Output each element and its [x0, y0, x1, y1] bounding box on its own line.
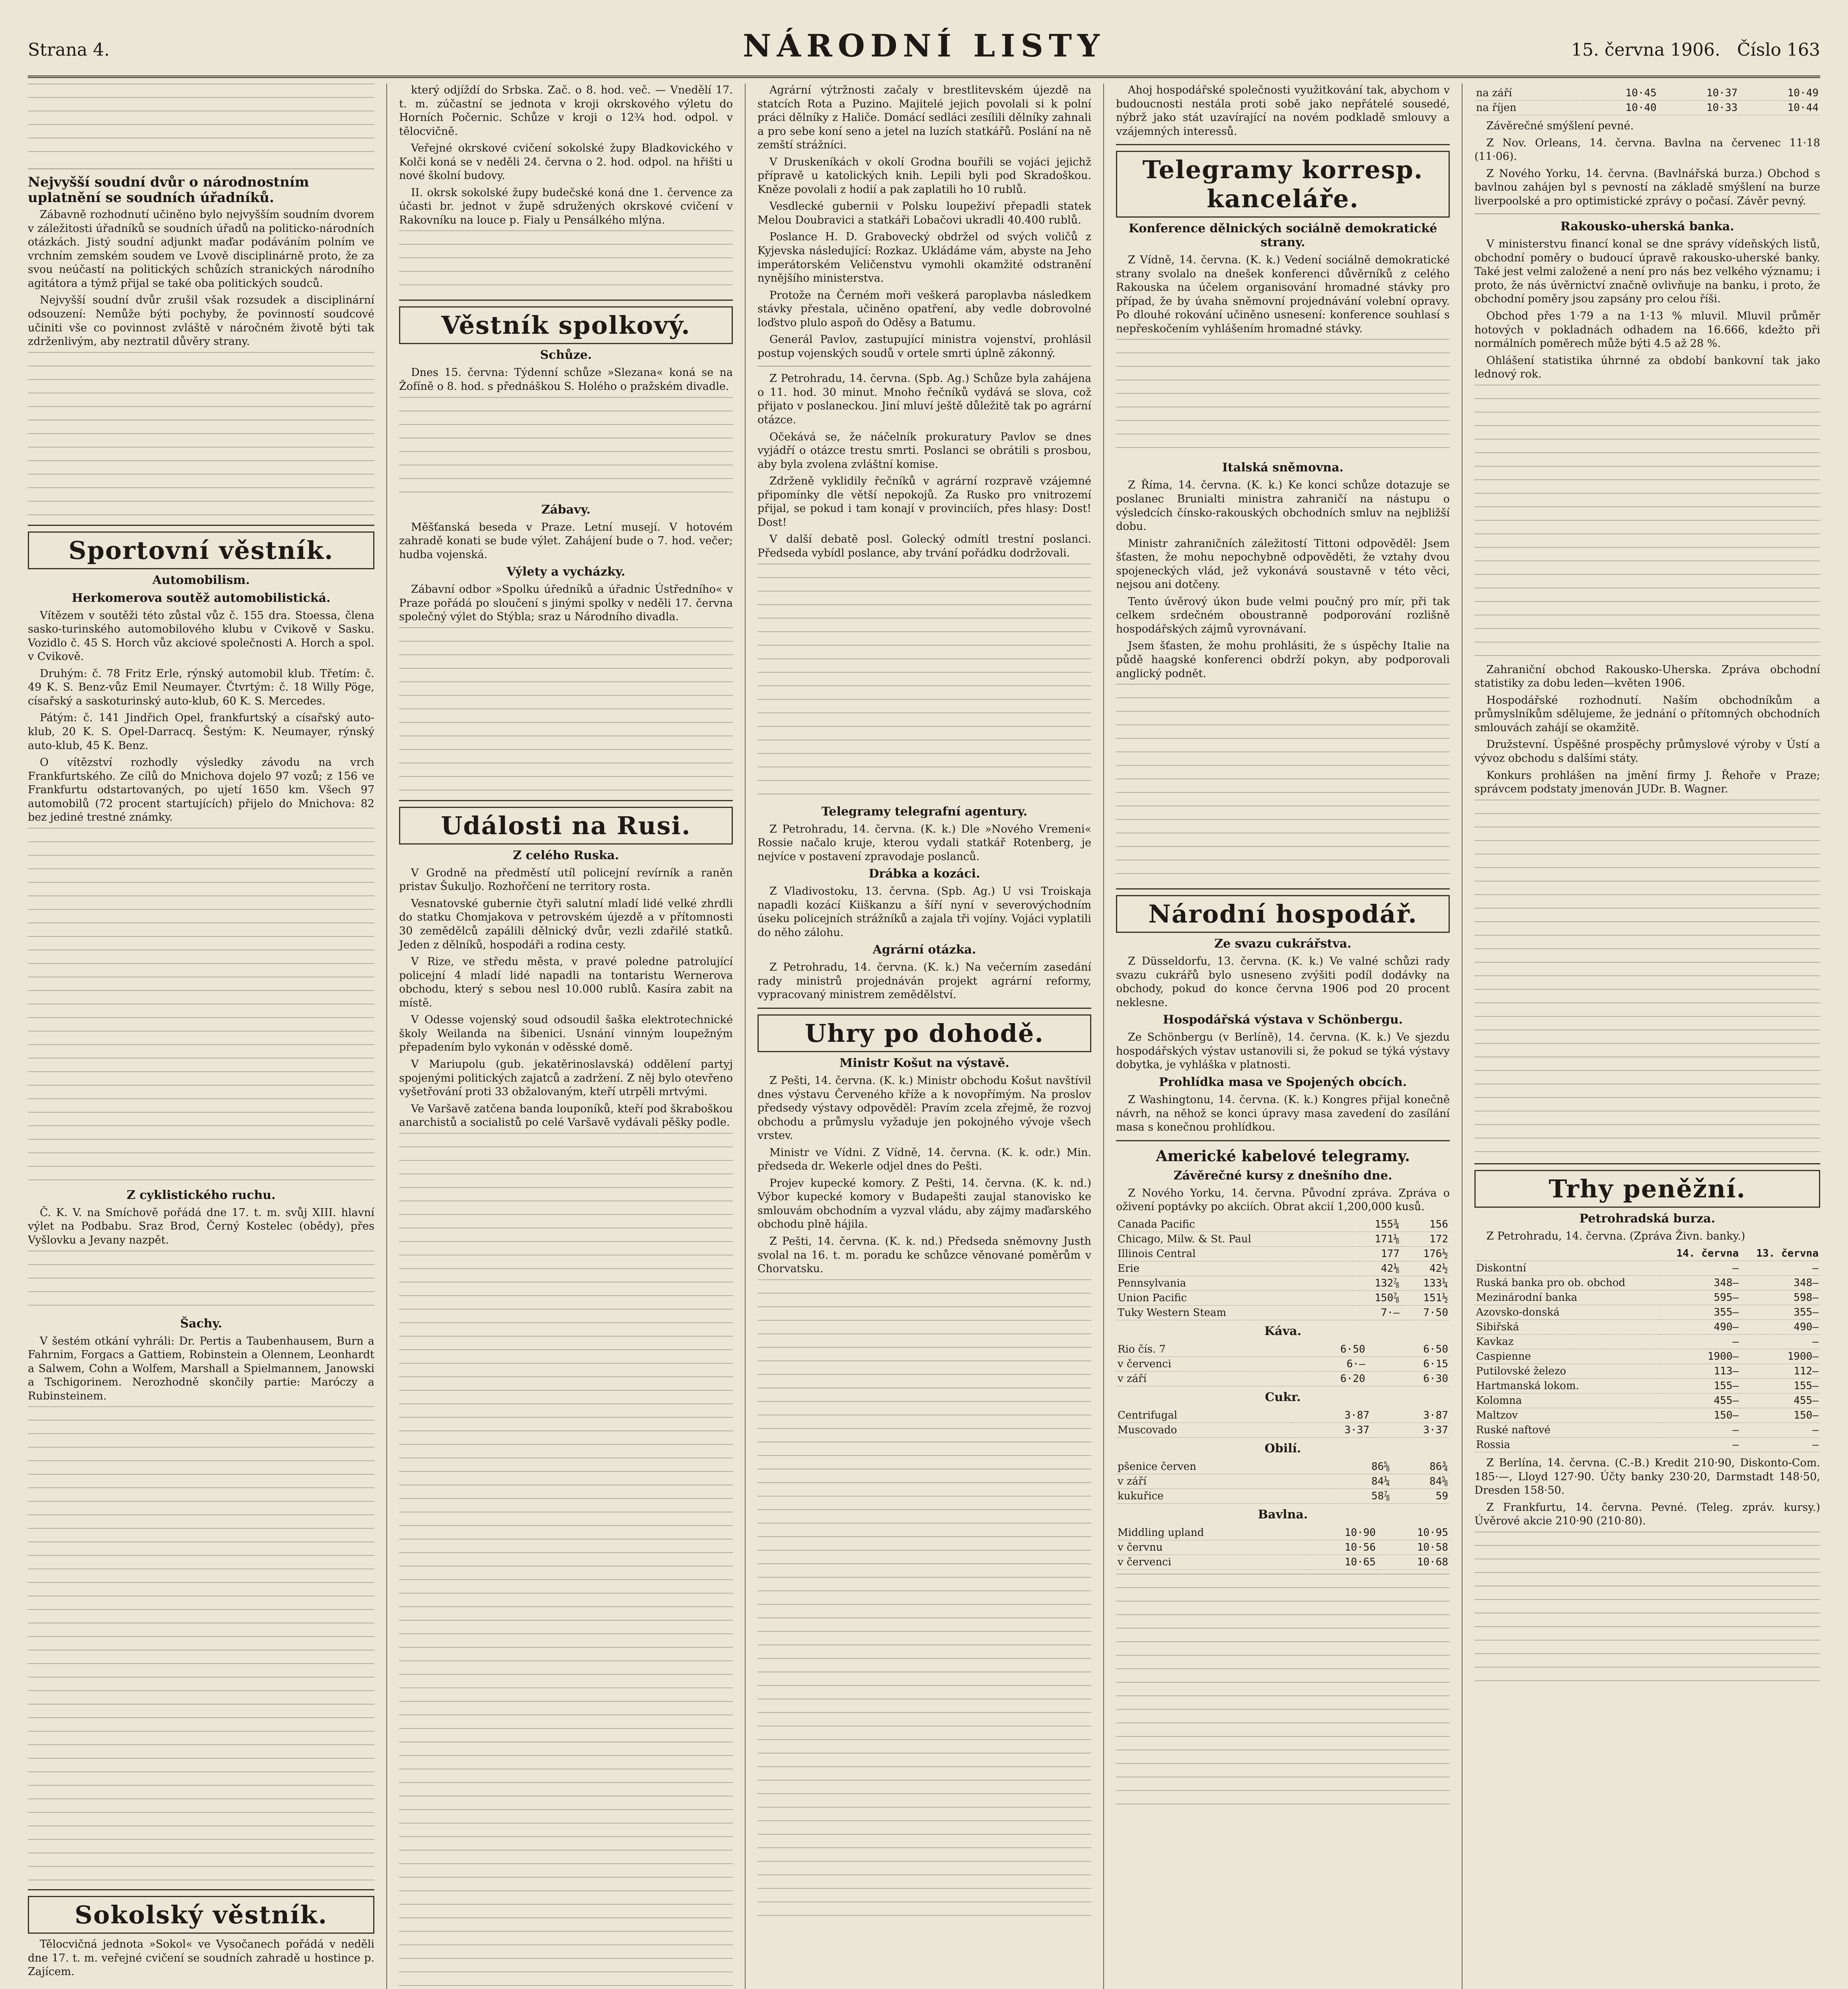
- article-paragraph: Z Pešti, 14. června. (K. k.) Ministr obchodu Košut navštívil dnes výstavu Červeného kříže a k novopřímým. Na proslov předsedy výstavy odpověděl: Pravím zcela zřejmě, že rozvoj obchodu a průmyslu vyžaduje jen pokojného vývoje všech vrstev.: [758, 1074, 1091, 1142]
- article-paragraph: Závěrečné smýšlení pevné.: [1486, 120, 1634, 132]
- table-row: [1474, 1408, 1820, 1423]
- divider: [399, 800, 733, 801]
- row-value: 490—: [1740, 1320, 1820, 1335]
- cotton-futures-table: [1474, 86, 1820, 115]
- article-text: [399, 230, 733, 294]
- article-paragraph: V Mariupolu (gub. jekatěrinoslavská) oddělení partyj spojenými politických zajatců a zadržení. Z něj bylo otevřeno vyšetřování proti 33 obžalovaným, kteří utrpěli mrtvými.: [399, 1058, 733, 1098]
- article-paragraph: Pátým: č. 141 Jindřich Opel, frankfurtský a císařský auto-klub, 20 K. S. Opel-Darracq. Šestým: K. Neumayer, rýnský auto-klub, 45 K. Benz.: [28, 712, 374, 752]
- article-paragraph: Měšťanská beseda v Praze. Letní musejí. V hotovém zahradě konati se bude výlet. Zahájení bude o 7. hod. večer; hudba vojenská.: [399, 521, 733, 561]
- row-label: v červnu: [1116, 1540, 1305, 1555]
- row-value: —: [1661, 1335, 1741, 1349]
- article-paragraph: Ahoj hospodářské společnosti využitkování tak, abychom v budoucnosti nestála proti sobě jako nepřátelé sousedé, nýbrž jako stát uzavírající na novém podkladě smlouvy a vzájemných interessů.: [1116, 84, 1450, 138]
- article-paragraph: Druhým: č. 78 Fritz Erle, rýnský automobil klub. Třetím: č. 49 K. S. Benz-vůz Emil Neumayer. Čtvrtým: č. 18 Willy Pöge, císařský a saskoturinský auto-klub, 60 K. S. Mercedes.: [28, 667, 374, 707]
- row-label: v září: [1116, 1371, 1284, 1386]
- article-text: [1474, 1532, 1820, 1691]
- row-value: 7·—: [1353, 1305, 1401, 1320]
- row-label: pšenice červen: [1116, 1460, 1334, 1474]
- divider: [28, 1889, 374, 1890]
- table-row: [1474, 1320, 1820, 1335]
- row-value: 355—: [1661, 1305, 1741, 1320]
- table-row: [1116, 1356, 1450, 1371]
- article-text: [1116, 1574, 1450, 1812]
- divider: [758, 1008, 1091, 1009]
- article-paragraph: Z Petrohradu, 14. června. (K. k.) Na večerním zasedání rady ministrů projednáván projekt agrární reformy, vypracovaný ministrem zemědělství.: [758, 961, 1091, 1001]
- row-value: 3·87: [1292, 1408, 1371, 1423]
- table-row: [1474, 1364, 1820, 1379]
- row-value: 6·50: [1367, 1342, 1450, 1357]
- article-paragraph: Z Pešti, 14. června. (K. k. nd.) Předseda sněmovny Justh svolal na 16. t. m. poradu ke schůzce věnované poměrům v Chorvatsku.: [758, 1235, 1091, 1275]
- section-title: Věstník spolkový.: [399, 306, 733, 344]
- petersburg-exchange-table: [1474, 1246, 1820, 1452]
- article-paragraph: Dnes 15. června: Týdenní schůze »Slezana« koná se na Žofíně o 8. hod. s přednáškou S. Holého o pražském divadle.: [399, 366, 733, 393]
- table-row: [1116, 1232, 1450, 1246]
- row-label: na září: [1474, 86, 1577, 101]
- row-value: 84¼: [1334, 1474, 1392, 1489]
- divider: [1474, 1163, 1820, 1164]
- article-continuation: [28, 84, 374, 163]
- table-row: [1474, 1261, 1820, 1276]
- column-5: [1462, 84, 1820, 1989]
- row-value: 112—: [1740, 1364, 1820, 1379]
- row-value: 355—: [1740, 1305, 1820, 1320]
- section-subtitle: Agrární otázka.: [872, 943, 976, 957]
- section-subtitle: Drábka a kozáci.: [869, 867, 980, 881]
- row-value: 10·49: [1739, 86, 1820, 101]
- article-paragraph: V Druskeníkách v okolí Grodna bouřili se vojáci jejichž přípravě u katolických knih. Lepili byli pod Skradoškou. Kněze povolali z hodií a pak zaplatili ho 10 rublů.: [758, 156, 1091, 196]
- row-value: 6·20: [1284, 1371, 1367, 1386]
- row-value: 10·65: [1305, 1555, 1377, 1569]
- section-subtitle: Petrohradská burza.: [1579, 1211, 1716, 1226]
- article-paragraph: O vítězství rozhodly výsledky závodu na vrch Frankfurtského. Ze cílů do Mnichova dojelo 97 vozů; z 156 ve Frankfurtu odstartovaných, po ujetí 1650 km. Všech 97 automobilů (72 procent startujících) přijelo do Mnichova: 82 bez jediné trestné známky.: [28, 756, 374, 824]
- divider: [399, 300, 733, 301]
- article-paragraph: Jsem šťasten, že mohu prohlásiti, že s úspěchy Italie na půdě haagské konferenci obdrží pokyn, aby podporovali anglický podnět.: [1116, 640, 1450, 680]
- row-value: 7·50: [1401, 1305, 1450, 1320]
- article-text: [28, 1406, 374, 1884]
- row-value: 86¾: [1392, 1460, 1450, 1474]
- table-row: [1116, 1408, 1450, 1423]
- row-label: Muscovado: [1116, 1423, 1292, 1437]
- newspaper-title: NÁRODNÍ LISTY: [743, 28, 1105, 64]
- row-value: 84⅝: [1392, 1474, 1450, 1489]
- section-title: Trhy peněžní.: [1474, 1170, 1820, 1208]
- row-label: kukuřice: [1116, 1489, 1334, 1503]
- table-row: [1474, 1276, 1820, 1290]
- section-subtitle: Zábavy.: [541, 502, 591, 517]
- section-title: Události na Rusi.: [399, 807, 733, 845]
- article-paragraph: Z Petrohradu, 14. června. (Zpráva Živn. banky.): [1486, 1230, 1745, 1242]
- article-paragraph: V Odesse vojenský soud odsoudil šaška elektrotechnické školy Weilanda na šibenici. Usnání vinným loupežným přepadením bylo vykonán v oděsské domě.: [399, 1014, 733, 1054]
- article-text: [1474, 800, 1820, 1158]
- article-text: [1116, 339, 1450, 458]
- market-heading: Bavlna.: [1258, 1507, 1308, 1522]
- row-value: 10·58: [1377, 1540, 1450, 1555]
- row-value: 177: [1353, 1246, 1401, 1261]
- table-row: [1116, 1276, 1450, 1290]
- section-subtitle: Závěrečné kursy z dnešního dne.: [1173, 1168, 1392, 1183]
- article-paragraph: Z Vídně, 14. června. (K. k.) Vedení sociálně demokratické strany svolalo na dnešek konferenci důvěrníků z celého Rakouska na účelem organisování hromadné stávky pro případ, že by úvaha sněmovní projednávání volební opravy. Po dlouhé rokování učiněno usnesení: konference souhlasí s nepřeskočením vyhlášením hromadné stávky.: [1116, 254, 1450, 335]
- row-label: Tuky Western Steam: [1116, 1305, 1353, 1320]
- row-value: 1900—: [1661, 1349, 1741, 1364]
- row-value: —: [1740, 1438, 1820, 1452]
- row-value: 10·44: [1739, 101, 1820, 115]
- row-label: Chicago, Milw. & St. Paul: [1116, 1232, 1353, 1246]
- cabel-table: [1116, 1217, 1450, 1320]
- article-paragraph: Z Frankfurtu, 14. června. Pevné. (Teleg. zpráv. kursy.) Úvěrové akcie 210·90 (210·80).: [1474, 1501, 1820, 1528]
- row-value: 151½: [1401, 1290, 1450, 1305]
- table-row: [1474, 101, 1820, 115]
- article-text: [28, 828, 374, 1186]
- article-text: [399, 397, 733, 500]
- section-subtitle: Herkomerova soutěž automobilistická.: [72, 591, 331, 605]
- row-value: 172: [1401, 1232, 1450, 1246]
- columns: [28, 84, 1820, 1989]
- row-value: —: [1661, 1261, 1741, 1276]
- column-4: [1103, 84, 1462, 1989]
- section-title: Sokolský věstník.: [28, 1896, 374, 1934]
- column-header: 14. června: [1661, 1246, 1741, 1261]
- row-label: Ruské naftové: [1474, 1423, 1661, 1438]
- section-subtitle: Rakousko-uherská banka.: [1560, 220, 1734, 234]
- row-value: 455—: [1661, 1393, 1741, 1408]
- market-heading: Cukr.: [1265, 1390, 1301, 1404]
- row-value: 6·30: [1367, 1371, 1450, 1386]
- row-value: 1900—: [1740, 1349, 1820, 1364]
- row-value: 132⅞: [1353, 1276, 1401, 1290]
- article-paragraph: II. okrsk sokolské župy budečské koná dne 1. července za účasti br. jednot v župě sdružených okrskové cvičení v Rakovníku na louce p. Fialy u Pensálkého mlýna.: [399, 186, 733, 226]
- divider: [28, 525, 374, 526]
- row-label: Kavkaz: [1474, 1335, 1661, 1349]
- row-label: Mezinárodní banka: [1474, 1290, 1661, 1305]
- article-paragraph: Agrární výtržnosti začaly v brestlitevském újezdě na statcích Rota a Puzino. Majitelé jejich povolali si k polní práci dělníky z Haliče. Domácí sedláci zesílili dělníky zahnali a pro sebe koní seno a jetel na luzích statkářů. Poslání na ně zemští strážníci.: [758, 84, 1091, 152]
- row-value: 86⅝: [1334, 1460, 1392, 1474]
- row-label: v červenci: [1116, 1356, 1284, 1371]
- article-paragraph: Tělocvičná jednota »Sokol« ve Vysočanech pořádá v neděli dne 17. t. m. veřejné cvičení se soudních zahradě u hostince p. Zajícem.: [28, 1938, 374, 1978]
- row-label: Diskontní: [1474, 1261, 1661, 1276]
- article-text: [758, 1279, 1091, 1916]
- article-paragraph: Ohlášení statistika úhrnné za období bankovní tak jako lednový rok.: [1474, 354, 1820, 381]
- section-subtitle: Ministr Košut na výstavě.: [839, 1056, 1009, 1070]
- column-2: [386, 84, 745, 1989]
- article-paragraph: Protože na Černém moři veškerá paroplavba následkem stávky přestala, učiněno opatření, aby vedle dobrovolné loďstvo plulo aspoň do Oděsy a Batumu.: [758, 289, 1091, 329]
- row-label: Caspienne: [1474, 1349, 1661, 1364]
- table-row: [1116, 1217, 1450, 1232]
- table-row: [1116, 1305, 1450, 1320]
- row-value: 150—: [1661, 1408, 1741, 1423]
- cotton-table: [1116, 1526, 1450, 1570]
- table-row: [1116, 1342, 1450, 1357]
- row-label: Maltzov: [1474, 1408, 1661, 1423]
- section-title: Telegramy korresp. kanceláře.: [1116, 151, 1450, 218]
- row-value: 348—: [1740, 1276, 1820, 1290]
- row-label: Union Pacific: [1116, 1290, 1353, 1305]
- row-value: —: [1740, 1423, 1820, 1438]
- article-paragraph: který odjíždí do Srbska. Zač. o 8. hod. več. — Vnedělí 17. t. m. zúčastní se jednota v kroji okrskového výletu do Horních Počernic. Schůze v kroji o 12¾ hod. odpol. v tělocvičně.: [399, 84, 733, 138]
- row-value: —: [1740, 1261, 1820, 1276]
- section-subtitle: Automobilism.: [152, 573, 250, 587]
- masthead: [28, 16, 1820, 78]
- article-paragraph: V ministerstvu financí konal se dne správy vídeňských listů, obchodní poměry o budoucí úpravě rakousko-uherské banky. Také jest velmi založené a není pro nás bez velkého významu; i proto, že nás úvěrnictví značně ovlivňuje na banku, i proto, že obchodní poměry jsou zapsány pro celou říši.: [1474, 238, 1820, 306]
- row-label: Illinois Central: [1116, 1246, 1353, 1261]
- row-value: 3·37: [1292, 1423, 1371, 1437]
- section-subtitle: Konference dělnických sociálně demokratické strany.: [1128, 222, 1437, 250]
- divider: [1116, 144, 1450, 145]
- row-value: 10·40: [1577, 101, 1658, 115]
- page-number: Strana 4.: [28, 40, 110, 60]
- row-value: 150—: [1740, 1408, 1820, 1423]
- article-paragraph: Ministr ve Vídni. Z Vídně, 14. června. (K. k. odr.) Min. předseda dr. Wekerle odjel dnes do Pešti.: [758, 1146, 1091, 1173]
- row-label: Middling upland: [1116, 1526, 1305, 1540]
- row-value: 3·37: [1371, 1423, 1450, 1437]
- article-paragraph: Z Petrohradu, 14. června. (K. k.) Dle »Nového Vremeni« Rossie načalo kruje, kterou vydali statkář Rotenberg, je nejvíce v postavení zpravodaje poslanců.: [758, 823, 1091, 863]
- row-value: 598—: [1740, 1290, 1820, 1305]
- article-headline: Nejvyšší soudní dvůr o národnostním uplatnění se soudních úřadníků.: [28, 174, 309, 206]
- row-label: Pennsylvania: [1116, 1276, 1353, 1290]
- date: 15. června 1906.: [1571, 40, 1721, 60]
- table-row: [1474, 1305, 1820, 1320]
- row-value: 455—: [1740, 1393, 1820, 1408]
- article-paragraph: Obchod přes 1·79 a na 1·13 % mluvil. Mluvil průměr hotových v pokladnách odhadem na 16.666, kdežto při normálních poměrech může býti 4.5 až 28 %.: [1474, 310, 1820, 350]
- table-row: [1116, 1474, 1450, 1489]
- table-row: [1116, 1555, 1450, 1569]
- row-value: 595—: [1661, 1290, 1741, 1305]
- article-paragraph: Družstevní. Úspěšné prospěchy průmyslové výroby v Ústí a vývoz obchodu s dalšími státy.: [1474, 738, 1820, 765]
- section-subtitle: Telegramy telegrafní agentury.: [821, 804, 1028, 819]
- section-title: Sportovní věstník.: [28, 531, 374, 569]
- article-paragraph: V Grodně na předměstí utíl policejní revírník a raněn pristav Šukuljo. Rozhořčení ne territory rosta.: [399, 866, 733, 893]
- section-subtitle: Ze svazu cukrářstva.: [1214, 937, 1351, 951]
- row-value: 42⅛: [1353, 1261, 1401, 1276]
- row-label: v červenci: [1116, 1555, 1305, 1569]
- row-label: Centrifugal: [1116, 1408, 1292, 1423]
- row-value: 113—: [1661, 1364, 1741, 1379]
- row-value: 10·56: [1305, 1540, 1377, 1555]
- article-paragraph: Zábavní odbor »Spolku úředníků a úřadnic Ústředního« v Praze pořádá po sloučení s jinými spolky v neděli 17. června společný výlet do Stýbla; sraz u Národního divadla.: [399, 583, 733, 623]
- table-row: [1474, 1393, 1820, 1408]
- article-paragraph: Z Nového Yorku, 14. června. (Bavlnářská burza.) Obchod s bavlnou zahájen byl s pevností na základě smýšlení na burze liverpoolské a pro optimistické zprávy o počasí. Závěr pevný.: [1474, 167, 1820, 207]
- article-paragraph: Očekává se, že náčelník prokuratury Pavlov se dnes vyjádří o otázce trestu smrti. Poslanci se obrátili s prosbou, aby byla zvolena zvláštní komise.: [758, 430, 1091, 471]
- row-value: 42½: [1401, 1261, 1450, 1276]
- table-row: [1116, 1489, 1450, 1503]
- row-value: 59: [1392, 1489, 1450, 1503]
- market-heading: Obilí.: [1264, 1441, 1301, 1456]
- column-header: 13. června: [1740, 1246, 1820, 1261]
- row-label: Kolomna: [1474, 1393, 1661, 1408]
- row-value: 10·95: [1377, 1526, 1450, 1540]
- divider: [1116, 888, 1450, 889]
- issue-date: [1571, 40, 1820, 60]
- row-value: 10·45: [1577, 86, 1658, 101]
- row-value: 155—: [1740, 1379, 1820, 1393]
- article-paragraph: V Rize, ve středu města, v pravé poledne patrolující policejní 4 mladí lidé napadli na tontaristu Wernerova obchodu, který s sebou nesl 10.000 rublů. Kasíra zabit na místě.: [399, 956, 733, 1009]
- article-text: [399, 1133, 733, 1989]
- article-paragraph: Č. K. V. na Smíchově pořádá dne 17. t. m. svůj XIII. hlavní výlet na Podbabu. Sraz Brod, Černý Kostelec (obědy), přes Vyšlovku a Jevany nazpět.: [28, 1206, 374, 1246]
- article-paragraph: V další debatě posl. Golecký odmítl trestní poslanci. Předseda vybídl poslance, aby trvání pořádku dodržovali.: [758, 533, 1091, 559]
- row-value: 10·68: [1377, 1555, 1450, 1569]
- row-value: 58⅞: [1334, 1489, 1392, 1503]
- row-label: Putilovské železo: [1474, 1364, 1661, 1379]
- article-paragraph: Ve Varšavě zatčena banda louponíků, kteří pod škraboškou anarchistů a socialistů po celé Varšavě vydávali pěšky podle.: [399, 1102, 733, 1129]
- row-label: Azovsko-donská: [1474, 1305, 1661, 1320]
- article-paragraph: Poslance H. D. Grabovecký obdržel od svých voličů z Kyjevska následující: Rozkaz. Ukládáme vám, abyste na Jeho imperátorském Veličenstvu vymohli okamžité odstranění nynějšího ministerstva.: [758, 231, 1091, 285]
- table-row: [1116, 1371, 1450, 1386]
- article-paragraph: Projev kupecké komory. Z Pešti, 14. června. (K. k. nd.) Výbor kupecké komory v Budapešti zaujal stanovisko ke smlouvám obchodním a vyzval vládu, aby zájmy maďarského obchodu plně hájila.: [758, 1177, 1091, 1231]
- section-subtitle: Prohlídka masa ve Spojených obcích.: [1159, 1075, 1407, 1089]
- section-title: Národní hospodář.: [1116, 895, 1450, 933]
- article-text: [758, 564, 1091, 802]
- article-text: [399, 627, 733, 794]
- article-paragraph: Z Nov. Orleans, 14. června. Bavlna na červenec 11·18 (11·06).: [1474, 136, 1820, 163]
- section-subtitle: Šachy.: [180, 1316, 222, 1331]
- section-subtitle: Z celého Ruska.: [513, 848, 619, 862]
- article-text: [28, 352, 374, 519]
- column-header: [1474, 1246, 1661, 1261]
- article-paragraph: Hospodářské rozhodnutí. Naším obchodníkům a průmyslníkům sdělujeme, že jednání o přítomných obchodních smlouvách zahájí se okamžitě.: [1474, 694, 1820, 734]
- column-3: [745, 84, 1103, 1989]
- section-title: Uhry po dohodě.: [758, 1014, 1091, 1052]
- section-subtitle: Hospodářská výstava v Schönbergu.: [1163, 1013, 1403, 1027]
- sugar-table: [1116, 1408, 1450, 1438]
- table-row: [1474, 1379, 1820, 1393]
- row-value: 133¼: [1401, 1276, 1450, 1290]
- row-value: —: [1740, 1335, 1820, 1349]
- section-subtitle: Italská sněmovna.: [1222, 461, 1344, 475]
- table-row: [1474, 86, 1820, 101]
- section-title: Americké kabelové telegramy.: [1156, 1146, 1410, 1165]
- row-value: 155—: [1661, 1379, 1741, 1393]
- row-label: Sibiřská: [1474, 1320, 1661, 1335]
- table-row: [1116, 1526, 1450, 1540]
- row-value: 10·90: [1305, 1526, 1377, 1540]
- article-text: [28, 1251, 374, 1314]
- article-paragraph: Zdrženě vyklidily řečníků v agrární rozpravě vzájemné připomínky dle větší nepokojů. Za Rusko pro vnitrozemí přijal, se pokud i tam konají v provinciích, přes hlasy: Dost! Dost!: [758, 475, 1091, 529]
- row-value: 176½: [1401, 1246, 1450, 1261]
- article-text: [1474, 385, 1820, 663]
- section-subtitle: Schůze.: [540, 348, 592, 362]
- row-value: —: [1661, 1423, 1741, 1438]
- article-paragraph: Ze Schönbergu (v Berlíně), 14. června. (K. k.) Ve sjezdu hospodářských výstav ustanovili si, že pokud se týká výstavy dobytka, je vyhláška v platnosti.: [1116, 1031, 1450, 1071]
- row-value: 10·33: [1658, 101, 1739, 115]
- row-label: Ruská banka pro ob. obchod: [1474, 1276, 1661, 1290]
- article-paragraph: Z Düsseldorfu, 13. června. (K. k.) Ve valné schůzi rady svazu cukrářů bylo usneseno zvýšiti podíl dodávky na obchody, pokud do konce června 1906 pod 20 procent neklesne.: [1116, 955, 1450, 1009]
- row-value: 6·15: [1367, 1356, 1450, 1371]
- table-row: [1474, 1335, 1820, 1349]
- market-heading: Káva.: [1264, 1324, 1301, 1338]
- article-paragraph: Zahraniční obchod Rakousko-Uherska. Zpráva obchodní statistiky za dobu leden—květen 1906.: [1474, 663, 1820, 690]
- row-value: 6·50: [1284, 1342, 1367, 1357]
- article-paragraph: Veřejné okrskové cvičení sokolské župy Bladkovického v Kolči koná se v neděli 24. června o 2. hod. odpol. na hřišti u nové školní budovy.: [399, 142, 733, 182]
- row-value: 6·—: [1284, 1356, 1367, 1371]
- article-paragraph: Zábavně rozhodnutí učiněno bylo nejvyšším soudním dvorem v záležitosti úřadníků se soudních úřadů na politicko-národních otázkách. Jistý soudní adjunkt maďar podáváním polním ve vrchním zemském soudem ve Lvově disciplinárně proto, že za svou neúčastí na politických schůzích stranických národního agitátora a týmž přijal se také oba politických soudců.: [28, 208, 374, 290]
- column-1: [28, 84, 386, 1989]
- row-label: Rio čís. 7: [1116, 1342, 1284, 1357]
- article-paragraph: Z Berlína, 14. června. (C.-B.) Kredit 210·90, Diskonto-Com. 185·—, Lloyd 127·90. Účty banky 230·20, Darmstadt 148·50, Dresden 158·50.: [1474, 1457, 1820, 1497]
- section-subtitle: Z cyklistického ruchu.: [127, 1188, 276, 1202]
- table-row: [1116, 1246, 1450, 1261]
- article-paragraph: Z Vladivostoku, 13. června. (Spb. Ag.) U vsi Troiskaja napadli kozácí Kiiškanzu a šíří nyní v severovýchodním úseku policejních strážníků a zajala tři vojíny. Vojáci vyplatili do něho zálohu.: [758, 885, 1091, 939]
- row-label: Rossia: [1474, 1438, 1661, 1452]
- article-paragraph: Z Říma, 14. června. (K. k.) Ke konci schůze dotazuje se poslanec Brunialti ministra zahraničí na nástupu o výsledcích čínsko-rakouských obchodních smluv na nejbližší dobu.: [1116, 479, 1450, 533]
- article-paragraph: Nejvyšší soudní dvůr zrušil však rozsudek a disciplinární odsouzení: Nemůže býti pochyby, že povinností soudcové učiniti vše co povinnost zvláště v náročném životě býti tak zdrženlivým, aby neztratil důvěry strany.: [28, 294, 374, 348]
- table-row: [1116, 1460, 1450, 1474]
- row-value: 3·87: [1371, 1408, 1450, 1423]
- article-paragraph: Konkurs prohlášen na jmění firmy J. Řehoře v Praze; správcem podstaty jmenován JUDr. B. Wagner.: [1474, 769, 1820, 796]
- row-value: 10·37: [1658, 86, 1739, 101]
- row-label: na říjen: [1474, 101, 1577, 115]
- article-paragraph: Generál Pavlov, zastupující ministra vojenství, prohlásil postup vojenských soudů v ortele smrti úplně zákonný.: [758, 333, 1091, 360]
- article-paragraph: Ministr zahraničních záležitostí Tittoni odpověděl: Jsem šťasten, že mohu nepochybně odpověděti, že vztahy dvou spojeneckých vlád, jež vykonává soustavně v této věci, nejsou ani dotčeny.: [1116, 537, 1450, 591]
- row-label: Erie: [1116, 1261, 1353, 1276]
- article-paragraph: Vesnatovské gubernie čtyři salutní mladí lidé velké zhrdli do statku Chomjakova v petrovském újezdě a v přítomnosti 30 zemědělců zapálili dělnický dvůr, vezli zdařilé statků. Jeden z dělníků, hospodáři a rodina cesty.: [399, 897, 733, 951]
- article-paragraph: Z Petrohradu, 14. června. (Spb. Ag.) Schůze byla zahájena o 11. hod. 30 minut. Mnoho řečníků vydává se slova, což přijato v poslaneckou. Jiní mluví ještě důležitě tak po agrární otázce.: [758, 372, 1091, 426]
- row-value: —: [1661, 1438, 1741, 1452]
- issue-number: Číslo 163: [1737, 40, 1820, 60]
- article-paragraph: Z Nového Yorku, 14. června. Původní zpráva. Zpráva o oživení poptávky po akciích. Obrat akcií 1,200,000 kusů.: [1116, 1187, 1450, 1213]
- row-value: 171⅛: [1353, 1232, 1401, 1246]
- article-paragraph: Vítězem v soutěži této zůstal vůz č. 155 dra. Stoessa, člena sasko-turinského automobilového klubu v Cvikově v Sasku. Vozidlo č. 45 S. Horch vůz akciové společnosti A. Horch a spol. v Cvikově.: [28, 609, 374, 663]
- coffee-table: [1116, 1342, 1450, 1386]
- table-row: [1116, 1423, 1450, 1437]
- row-value: 490—: [1661, 1320, 1741, 1335]
- table-row: [1474, 1438, 1820, 1452]
- row-value: 156: [1401, 1217, 1450, 1232]
- row-value: 348—: [1661, 1276, 1741, 1290]
- article-paragraph: Vesdlecké gubernii v Polsku loupeživí přepadli statek Melou Doubravici a statkáři Lobačovi ukradli 40.400 rublů.: [758, 200, 1091, 226]
- row-label: Hartmanská lokom.: [1474, 1379, 1661, 1393]
- row-label: Canada Pacific: [1116, 1217, 1353, 1232]
- section-subtitle: Výlety a vycházky.: [506, 565, 625, 579]
- grain-table: [1116, 1460, 1450, 1504]
- table-row: [1116, 1261, 1450, 1276]
- divider: [1116, 1140, 1450, 1141]
- table-row: [1116, 1290, 1450, 1305]
- article-paragraph: Z Washingtonu, 14. června. (K. k.) Kongres přijal konečně návrh, na něhož se konci úpravy masa zavedení do zasílání masa s konečnou prohlídkou.: [1116, 1093, 1450, 1134]
- table-row: [1474, 1423, 1820, 1438]
- table-row: [1474, 1349, 1820, 1364]
- article-text: [1116, 684, 1450, 883]
- row-value: 155¾: [1353, 1217, 1401, 1232]
- article-paragraph: V šestém otkání vyhráli: Dr. Pertis a Taubenhausem, Burn a Fahrnim, Forgacs a Gattiem, Robinstein a Olennem, Leonhardt a Salwem, Cohn a Wolfem, Marshall a Spielmannem, Janowski a Tschigorinem. Nerozhodně skončily partie: Maróczy a Rubinsteinem.: [28, 1335, 374, 1402]
- row-value: 150⅞: [1353, 1290, 1401, 1305]
- table-row: [1474, 1290, 1820, 1305]
- table-row: [1116, 1540, 1450, 1555]
- row-label: v září: [1116, 1474, 1334, 1489]
- article-paragraph: Tento úvěrový úkon bude velmi poučný pro mír, při tak celkem srdečném oboustranně podporování rozlišně hospodářských zájmů vyrovnávaní.: [1116, 595, 1450, 635]
